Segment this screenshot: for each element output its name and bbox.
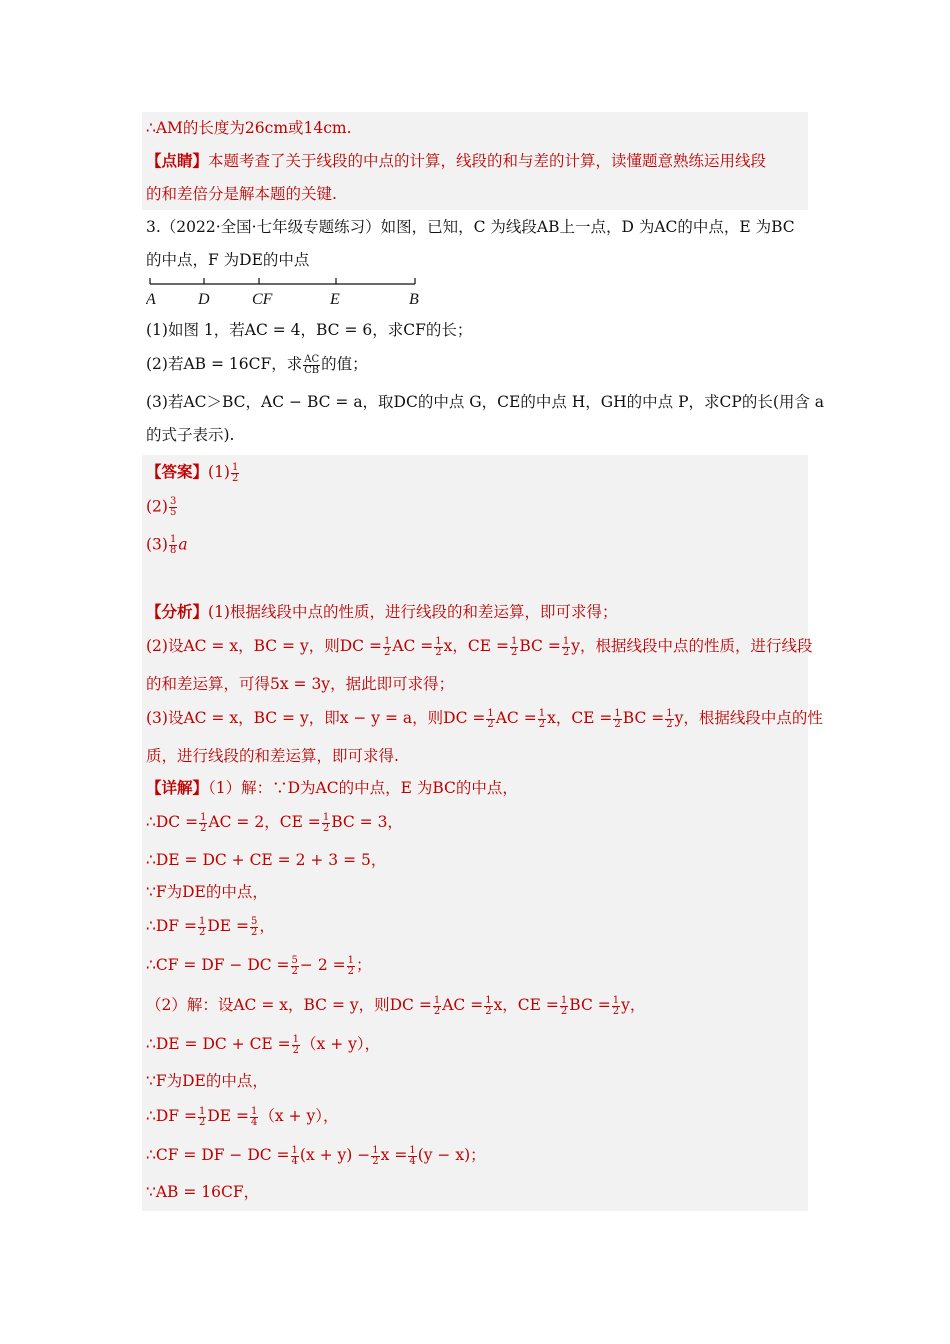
comment-tag: 【点睛】 <box>146 151 209 170</box>
q2-tail: 的值； <box>321 355 368 373</box>
numerator: 1 <box>198 915 206 927</box>
numerator: 1 <box>435 635 442 647</box>
text: AC = <box>495 709 537 727</box>
denominator: 8 <box>169 545 177 556</box>
half-fraction <box>613 709 621 730</box>
denominator: 2 <box>487 718 494 730</box>
denominator: 4 <box>291 1155 298 1167</box>
denominator: 2 <box>562 646 570 658</box>
detail-line-1 <box>146 776 518 798</box>
text: ∴CF = DF − DC = <box>146 956 290 974</box>
text: BC = <box>519 637 561 655</box>
previous-conclusion: ∴AM的长度为26cm或14cm. <box>146 119 352 137</box>
half-fraction <box>484 996 492 1017</box>
numerator: 1 <box>383 635 391 647</box>
half-fraction <box>665 709 673 730</box>
denominator: 2 <box>198 926 206 938</box>
five-halves-fraction <box>250 917 258 938</box>
text: AC = 2，CE = <box>208 813 321 831</box>
numerator: 1 <box>560 994 568 1006</box>
half-fraction <box>198 917 206 938</box>
analysis-line-1 <box>146 600 617 622</box>
question-line-1: 3.（2022·全国·七年级专题练习）如图，已知，C 为线段AB上一点，D 为AC的中点，E 为BC <box>146 218 795 236</box>
denominator: 2 <box>485 1005 492 1017</box>
numerator: 1 <box>562 635 570 647</box>
numerator: 1 <box>347 954 354 966</box>
denominator: 2 <box>291 965 298 977</box>
detail-text-1: （1）解：∵D为AC的中点，E 为BC的中点， <box>208 779 518 797</box>
analysis-line-2 <box>146 634 812 658</box>
denominator: 4 <box>409 1155 416 1167</box>
half-fraction <box>199 813 207 834</box>
text: x，CE = <box>443 637 509 655</box>
detail-line-5 <box>146 914 275 938</box>
q2-denominator: CB <box>304 364 320 376</box>
denominator: 2 <box>435 646 442 658</box>
analysis-text-1: (1)根据线段中点的性质，进行线段的和差运算，即可求得； <box>208 603 618 621</box>
text: BC = 3， <box>331 813 403 831</box>
text: (2)设AC = x，BC = y，则DC = <box>146 637 382 655</box>
text: − 2 = <box>299 956 346 974</box>
half-fraction <box>383 637 391 658</box>
denominator: 2 <box>231 472 239 484</box>
half-fraction <box>510 637 518 658</box>
numerator: 5 <box>251 915 258 927</box>
comment-line-1 <box>146 149 766 171</box>
numerator: 1 <box>433 994 441 1006</box>
text: y， <box>621 996 646 1014</box>
text: ∴DF = <box>146 1107 197 1125</box>
denominator: 2 <box>614 718 621 730</box>
denominator: 2 <box>292 1044 300 1056</box>
denominator: 2 <box>538 718 546 730</box>
label-b: B <box>409 291 419 308</box>
text: ∴DE = DC + CE = <box>146 1035 291 1053</box>
label-cf: CF <box>252 291 273 308</box>
denominator: 2 <box>560 1005 568 1017</box>
detail-line-12: ∵AB = 16CF， <box>146 1183 260 1201</box>
text: DE = <box>207 917 249 935</box>
text: （2）解：设AC = x，BC = y，则DC = <box>146 996 432 1014</box>
text: ∴CF = DF − DC = <box>146 1146 290 1164</box>
numerator: 1 <box>487 707 494 719</box>
denominator: 5 <box>169 507 177 518</box>
detail-line-2 <box>146 810 403 834</box>
half-fraction <box>198 1107 206 1128</box>
detail-line-3: ∴DE = DC + CE = 2 + 3 = 5， <box>146 851 387 869</box>
half-fraction <box>560 996 568 1017</box>
analysis-tag: 【分析】 <box>146 602 209 621</box>
denominator: 2 <box>511 646 518 658</box>
detail-line-7 <box>146 993 645 1017</box>
question-line-2: 的中点，F 为DE的中点 <box>146 251 310 269</box>
detail-line-10 <box>146 1104 338 1128</box>
detail-line-6 <box>146 953 372 977</box>
question-part-2 <box>146 352 368 376</box>
text: DE = <box>207 1107 249 1125</box>
analysis-line-3: 的和差运算，可得5x = 3y，据此即可求得； <box>146 675 455 693</box>
numerator: 1 <box>231 461 239 473</box>
analysis-line-4 <box>146 706 823 730</box>
detail-line-8 <box>146 1032 380 1056</box>
half-fraction <box>347 956 355 977</box>
denominator: 2 <box>198 1116 206 1128</box>
half-fraction <box>612 996 620 1017</box>
question-part-3-line-2: 的式子表示). <box>146 426 235 444</box>
text: （x + y）， <box>301 1035 381 1053</box>
text: y，根据线段中点的性质，进行线段 <box>571 637 813 655</box>
denominator: 2 <box>347 965 354 977</box>
numerator: 1 <box>409 1144 416 1156</box>
text: ； <box>356 956 372 974</box>
text: ， <box>259 917 275 935</box>
half-fraction <box>486 709 494 730</box>
numerator: 1 <box>198 1105 206 1117</box>
numerator: 1 <box>169 534 177 545</box>
answer-1-label: (1) <box>208 463 230 481</box>
half-fraction <box>538 709 546 730</box>
numerator: 1 <box>200 811 207 823</box>
numerator: 1 <box>322 811 330 823</box>
answer-1 <box>146 460 240 484</box>
answer-3 <box>146 535 188 556</box>
five-halves-fraction <box>291 956 299 977</box>
denominator: 2 <box>433 1005 441 1017</box>
numerator: 1 <box>612 994 620 1006</box>
text: x，CE = <box>547 709 613 727</box>
text: y，根据线段中点的性 <box>674 709 823 727</box>
quarter-fraction <box>291 1146 299 1167</box>
comment-text-1: 本题考查了关于线段的中点的计算，线段的和与差的计算，读懂题意熟练运用线段 <box>208 152 767 170</box>
segment-figure <box>146 272 436 312</box>
text: AC = <box>442 996 484 1014</box>
denominator: 2 <box>383 646 391 658</box>
q2-numerator: AC <box>304 353 320 365</box>
half-fraction <box>434 637 442 658</box>
half-fraction <box>562 637 570 658</box>
detail-line-4: ∵F为DE的中点， <box>146 883 268 901</box>
denominator: 4 <box>251 1116 258 1128</box>
answer-3-fraction <box>169 535 177 556</box>
denominator: 2 <box>666 718 673 730</box>
answer-2-fraction <box>169 497 177 518</box>
answer-2 <box>146 497 178 518</box>
numerator: 3 <box>169 496 177 507</box>
text: (3)设AC = x，BC = y，即x − y = a，则DC = <box>146 709 486 727</box>
answer-2-label: (2) <box>146 497 168 516</box>
question-part-1: (1)如图 1，若AC = 4，BC = 6，求CF的长； <box>146 321 473 339</box>
label-d: D <box>198 291 210 308</box>
text: (y − x)； <box>417 1146 486 1164</box>
text: （x + y）， <box>259 1107 339 1125</box>
text: BC = <box>622 709 665 727</box>
text: x，CE = <box>493 996 559 1014</box>
quarter-fraction <box>250 1107 258 1128</box>
quarter-fraction <box>408 1146 416 1167</box>
answer-tag: 【答案】 <box>146 462 209 481</box>
answer-3-label: (3) <box>146 535 168 554</box>
q2-fraction <box>303 355 320 376</box>
numerator: 1 <box>372 1144 379 1156</box>
numerator: 1 <box>511 635 518 647</box>
answer-1-fraction <box>231 463 239 484</box>
text: x = <box>380 1146 408 1164</box>
numerator: 1 <box>538 707 546 719</box>
numerator: 1 <box>292 1033 300 1045</box>
comment-line-2: 的和差倍分是解本题的关键. <box>146 185 337 203</box>
numerator: 1 <box>251 1105 258 1117</box>
detail-line-11 <box>146 1143 486 1167</box>
question-part-3-line-1: (3)若AC＞BC，AC − BC = a，取DC的中点 G，CE的中点 H，GH的中点 P，求CP的长(用含 a <box>146 393 825 411</box>
denominator: 2 <box>322 822 330 834</box>
numerator: 1 <box>614 707 621 719</box>
answer-3-variable: a <box>178 535 188 554</box>
numerator: 1 <box>485 994 492 1006</box>
detail-tag: 【详解】 <box>146 778 209 797</box>
half-fraction <box>433 996 441 1017</box>
label-e: E <box>330 291 340 308</box>
q2-text: (2)若AB = 16CF，求 <box>146 355 303 373</box>
half-fraction <box>322 813 330 834</box>
text: (x + y) − <box>299 1146 371 1164</box>
text: BC = <box>569 996 611 1014</box>
half-fraction <box>371 1146 379 1167</box>
text: ∴DC = <box>146 813 199 831</box>
text: ∴DF = <box>146 917 197 935</box>
half-fraction <box>292 1035 300 1056</box>
analysis-line-5: 质，进行线段的和差运算，即可求得. <box>146 747 399 765</box>
numerator: 5 <box>291 954 298 966</box>
denominator: 2 <box>200 822 207 834</box>
label-a: A <box>146 291 156 308</box>
denominator: 2 <box>372 1155 379 1167</box>
text: AC = <box>392 637 434 655</box>
numerator: 1 <box>291 1144 298 1156</box>
detail-line-9: ∵F为DE的中点， <box>146 1072 268 1090</box>
denominator: 2 <box>251 926 258 938</box>
numerator: 1 <box>666 707 673 719</box>
denominator: 2 <box>612 1005 620 1017</box>
